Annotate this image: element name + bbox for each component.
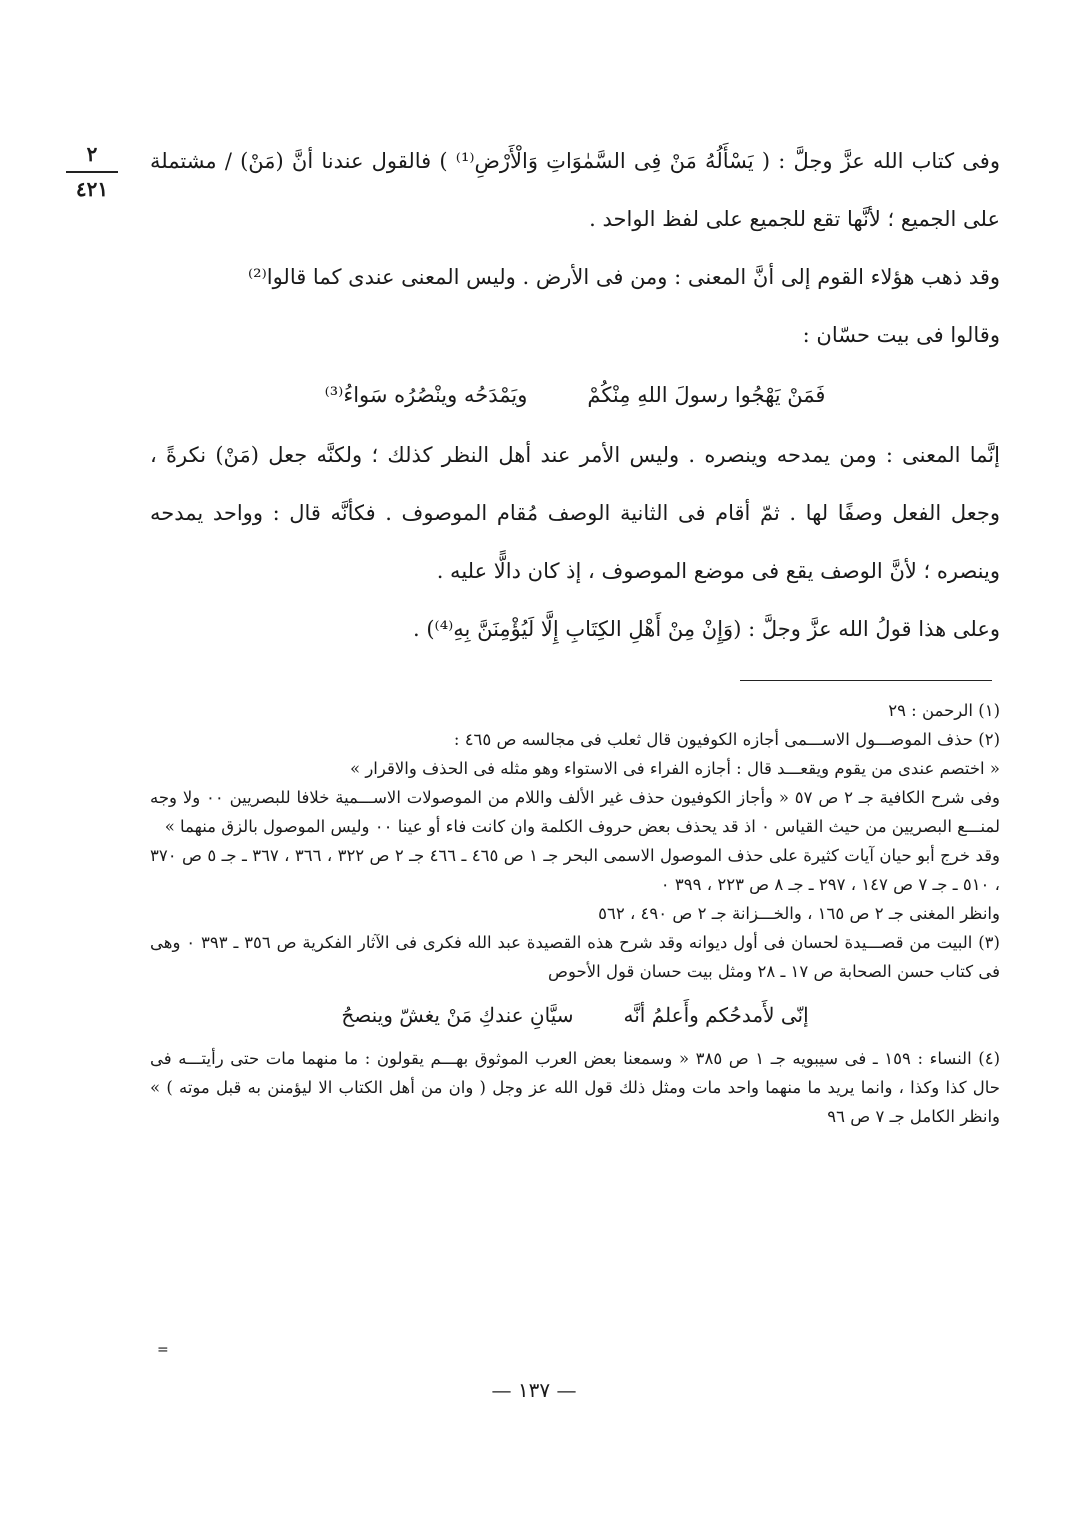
main-text — [150, 132, 1000, 658]
verse-second-hemistich: سيَّانِ عندكِ مَنْ يغشّ وينصحُ — [341, 1003, 574, 1027]
body-paragraph: وعلى هذا قولُ الله عزَّ وجلَّ : (وَإِنْ مِنْ أَهْلِ الكِتَابِ إِلَّا لَيُؤْمِنَنَّ بِهِ⁽⁴⁾) . — [413, 617, 1000, 641]
page-mark: = — [157, 1342, 169, 1358]
footnote: « اختصم عندى من يقوم ويقعـــد قال : أجازه الفراء فى الاستواء وهو مثله فى الحذف والاقرار » — [349, 759, 1000, 778]
margin-ref-divider — [66, 171, 118, 173]
footnote: وفى شرح الكافية جـ ٢ ص ٥٧ « وأجاز الكوفيون حذف غير الألف واللام من الموصولات الاســـمية خلافا للبصريين ٠٠ ولا وجه لمنـــع البصريين من حيث القياس ٠ اذ قد يحذف بعض حروف الكلمة وان كانت فاء أو عينا ٠٠ وليس الموصول بالزق منهما » — [150, 788, 1000, 836]
verse-second-hemistich: ويَمْدَحُه وينْصُرُه سَواءُ⁽³⁾ — [324, 383, 528, 407]
body-paragraph: وقالوا فى بيت حسّان : — [802, 323, 1000, 347]
footnote-separator — [740, 680, 992, 681]
footnote: (٤) النساء : ١٥٩ ـ فى سيبويه جـ ١ ص ٣٨٥ « وسمعنا بعض العرب الموثوق بهـــم يقولون : ما منهما مات حتى رأيتـــه فى حال كذا وكذا ، وانما يريد ما منهما واحد مات ومثل ذلك قول الله عز وجل ( وان من أهل الكتاب الا ليؤمنن به قبل موته ) » وانظر الكامل جـ ٧ ص ٩٦ — [150, 1049, 1000, 1126]
margin-ref-bottom: ٤٢١ — [75, 177, 109, 201]
margin-ref-top: ٢ — [86, 142, 98, 166]
footnote: (٣) البيت من قصـــيدة لحسان فى أول ديوانه وقد شرح هذه القصيدة عبد الله فكرى فى الآثار الفكرية ص ٣٥٦ ـ ٣٩٣ ٠ وهى فى كتاب حسن الصحابة ص ١٧ ـ ٢٨ ومثل بيت حسان قول الأحوص — [150, 933, 1000, 981]
body-paragraph: إنَّما المعنى : ومن يمدحه وينصره . وليس الأمر عند أهل النظر كذلك ؛ ولكنَّه جعل (مَنْ) نكرةً ، وجعل الفعل وصفًا لها . ثمّ أقام فى الثانية الوصف مُقام الموصوف . فكأنَّه قال : وواحد يمدحه وينصره ؛ لأنَّ الوصف يقع فى موضع الموصوف ، إذ كان دالًّا عليه . — [150, 443, 1000, 583]
poetry-verse — [150, 366, 1000, 424]
footnote: وانظر المغنى جـ ٢ ص ١٦٥ ، والخـــزانة جـ ٢ ص ٤٩٠ ، ٥٦٢ — [598, 904, 1000, 923]
margin-page-reference — [62, 142, 122, 202]
verse-first-hemistich: فَمَنْ يَهْجُوا رسولَ اللهِ مِنْكُمْ — [587, 383, 826, 407]
page-number: — ١٣٧ — — [491, 1378, 577, 1402]
body-paragraph: وقد ذهب هؤلاء القوم إلى أنَّ المعنى : ومن فى الأرض . وليس المعنى عندى كما قالوا⁽²⁾ — [247, 265, 1000, 289]
footnote: (١) الرحمن : ٢٩ — [888, 701, 1000, 720]
footnote: وقد خرج أبو حيان آيات كثيرة على حذف الموصول الاسمى البحر جـ ١ ص ٤٦٥ ـ ٤٦٦ جـ ٢ ص ٣٢٢ ، ٣٦٦ ، ٣٦٧ ـ جـ ٥ ص ٣٧٠ ، ٥١٠ ـ جـ ٧ ص ١٤٧ ، ٢٩٧ ـ جـ ٨ ص ٢٢٣ ، ٣٩٩ ٠ — [150, 846, 1000, 894]
footnote: (٢) حذف الموصـــول الاســـمى أجازه الكوفيون قال ثعلب فى مجالسه ص ٤٦٥ : — [453, 730, 1000, 749]
footnote-verse — [150, 988, 1000, 1042]
body-paragraph: وفى كتاب الله عزَّ وجلَّ : ( يَسْأَلُهُ مَنْ فِى السَّمٰوَاتِ وَالْأَرْضِ⁽¹⁾ ) فالقول عندنا أنَّ (مَنْ) / مشتملة على الجميع ؛ لأنَّها تقع للجميع على لفظ الواحد . — [150, 149, 1000, 231]
verse-first-hemistich: إنّى لأَمدحُكم وأَعلمُ أنَّه — [623, 1003, 809, 1027]
footnotes — [150, 696, 1000, 1131]
